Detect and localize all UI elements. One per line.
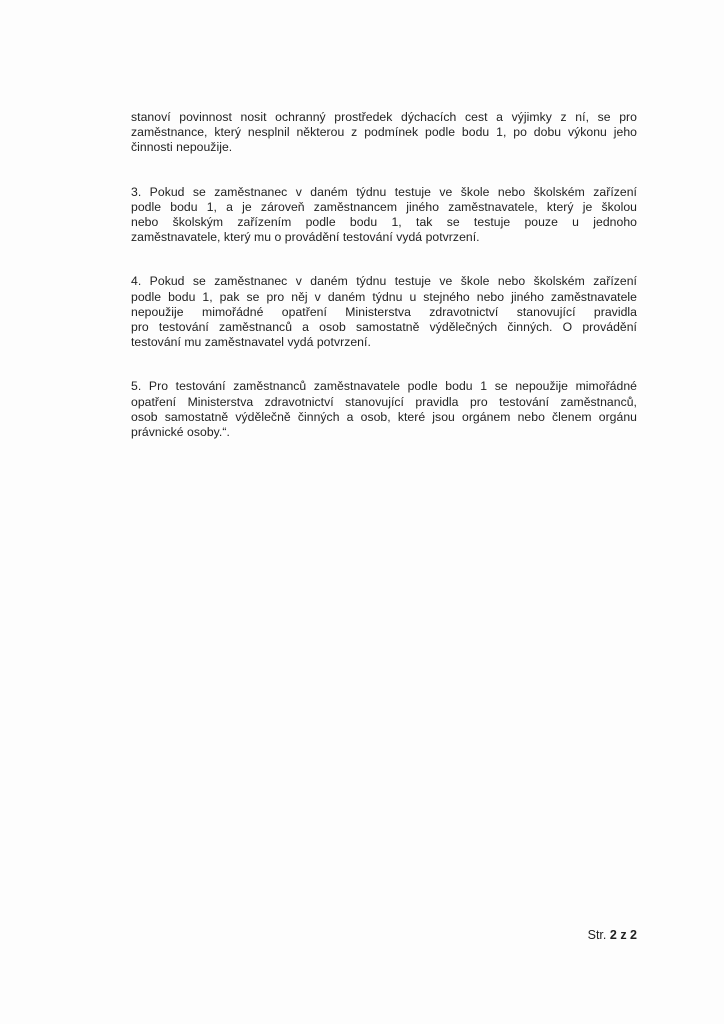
paragraph-point-5 xyxy=(131,379,637,440)
text-line: testování mu zaměstnavatel vydá potvrzení. xyxy=(131,335,371,350)
page-number-total: 2 xyxy=(630,928,637,942)
text-line: stanoví povinnost nosit ochranný prostředek dýchacích cest a výjimky z ní, se pro xyxy=(131,110,637,124)
page-number-prefix: Str. xyxy=(587,928,607,942)
text-line: 3. Pokud se zaměstnanec v daném týdnu testuje ve škole nebo školském zařízení xyxy=(131,184,637,199)
text-line: nebo školským zařízením podle bodu 1, tak se testuje pouze u jednoho xyxy=(131,215,637,230)
paragraph-point-3 xyxy=(131,185,637,246)
paragraph-continuation xyxy=(131,110,637,156)
text-line: podle bodu 1, a je zároveň zaměstnancem jiného zaměstnavatele, který je školou xyxy=(131,199,637,214)
text-line: opatření Ministerstva zdravotnictví stanovující pravidla pro testování zaměstnanců, xyxy=(131,394,637,409)
paragraph-point-4 xyxy=(131,274,637,350)
text-line: nepoužije mimořádné opatření Ministerstva zdravotnictví stanovující pravidla xyxy=(131,304,637,319)
text-line: zaměstnance, který nesplnil některou z podmínek podle bodu 1, po dobu výkonu jeho xyxy=(131,125,637,140)
text-line: 4. Pokud se zaměstnanec v daném týdnu testuje ve škole nebo školském zařízení xyxy=(131,274,637,289)
text-line: právnické osoby.“. xyxy=(131,425,230,440)
text-line: pro testování zaměstnanců a osob samostatně výdělečných činných. O provádění xyxy=(131,320,637,335)
text-line: podle bodu 1, pak se pro něj v daném týdnu u stejného nebo jiného zaměstnavatele xyxy=(131,289,637,304)
text-line: zaměstnavatele, který mu o provádění testování vydá potvrzení. xyxy=(131,230,480,245)
text-line: 5. Pro testování zaměstnanců zaměstnavatele podle bodu 1 se nepoužije mimořádné xyxy=(131,379,637,394)
page-number xyxy=(560,928,637,942)
page-number-current: 2 xyxy=(609,928,617,942)
document-body xyxy=(131,110,637,469)
page-number-separator: z xyxy=(620,928,627,942)
text-line: osob samostatně výdělečně činných a osob, které jsou orgánem nebo členem orgánu xyxy=(131,409,637,424)
text-line: činnosti nepoužije. xyxy=(131,140,233,155)
